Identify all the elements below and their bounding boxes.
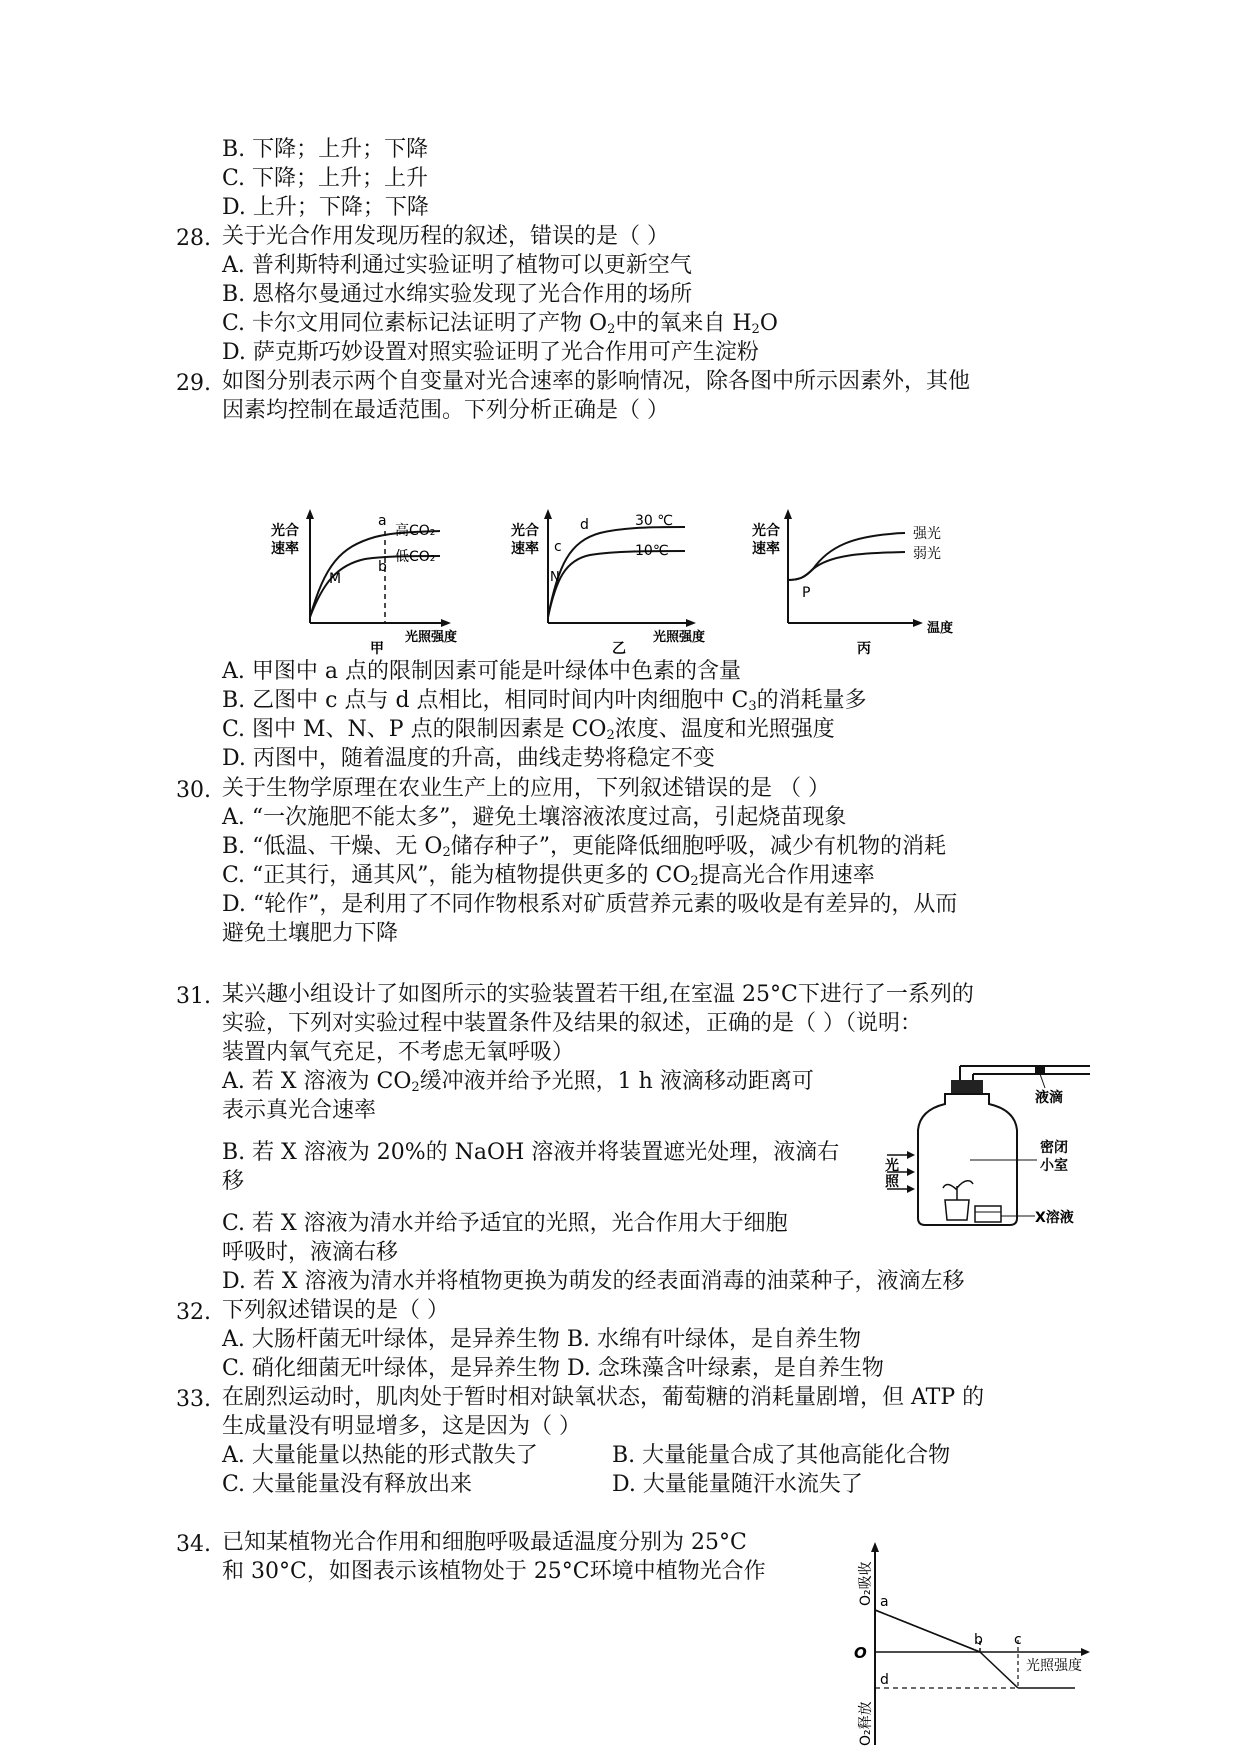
jia-xlabel: 光照强度 [405, 630, 458, 645]
label-drop: 液滴 [1035, 1090, 1063, 1106]
q30-option-d-line2: 避免土壤肥力下降 [222, 921, 399, 946]
yi-ylabel2: 速率 [511, 541, 539, 557]
jia-point-m: M [329, 571, 342, 587]
graph-jia [271, 509, 457, 657]
bing-point-p: P [802, 585, 811, 601]
yi-point-n: N [550, 570, 560, 585]
yi-point-d: d [580, 517, 589, 533]
q28-number: 28. [176, 226, 211, 251]
q32-stem: 下列叙述错误的是（ ） [222, 1298, 449, 1323]
q34-stem-line1: 已知某植物光合作用和细胞呼吸最适温度分别为 25°C [222, 1530, 747, 1555]
q30-option-d-line1: D. “轮作”，是利用了不同作物根系对矿质营养元素的吸收是有差异的，从而 [222, 892, 958, 917]
label-light-2: 照 [885, 1174, 899, 1190]
q31-option-c-line2: 呼吸时，液滴右移 [222, 1240, 399, 1265]
q27-option-c: C. 下降；上升；上升 [222, 166, 429, 191]
label-x-solution: X溶液 [1035, 1210, 1074, 1226]
q29-option-d: D. 丙图中，随着温度的升高，曲线走势将稳定不变 [222, 746, 715, 771]
jia-ylabel1: 光合 [271, 523, 299, 539]
bing-xlabel: 温度 [927, 621, 954, 636]
q31-stem-line2: 实验，下列对实验过程中装置条件及结果的叙述，正确的是（ ）（说明： [222, 1011, 922, 1036]
q27-option-b: B. 下降；上升；下降 [222, 137, 429, 162]
q28-option-d: D. 萨克斯巧妙设置对照实验证明了光合作用可产生淀粉 [222, 340, 759, 365]
q29-option-a: A. 甲图中 a 点的限制因素可能是叶绿体中色素的含量 [222, 659, 741, 684]
q32-options-ab: A. 大肠杆菌无叶绿体，是异养生物 B. 水绵有叶绿体，是自养生物 [222, 1327, 862, 1352]
q34-origin: O [854, 1644, 867, 1662]
q27-option-d: D. 上升；下降；下降 [222, 195, 429, 220]
q28-option-b: B. 恩格尔曼通过水绵实验发现了光合作用的场所 [222, 282, 693, 307]
jia-legend-high: 高CO₂ [395, 523, 436, 539]
jia-point-b: b [378, 559, 387, 575]
q29-figure [265, 505, 985, 660]
q33-option-a: A. 大量能量以热能的形式散失了 [222, 1443, 538, 1468]
q33-option-c: C. 大量能量没有释放出来 [222, 1472, 473, 1497]
q34-stem-line2: 和 30°C，如图表示该植物处于 25°C环境中植物光合作 [222, 1559, 766, 1584]
q33-option-b: B. 大量能量合成了其他高能化合物 [612, 1443, 951, 1468]
q30-option-b: B. “低温、干燥、无 $O_2$储存种子”，更能降低细胞呼吸，减少有机物的消耗 [222, 834, 946, 860]
q30-stem: 关于生物学原理在农业生产上的应用，下列叙述错误的是 （ ） [222, 776, 830, 801]
bing-ylabel2: 速率 [752, 541, 780, 557]
jia-legend-low: 低CO₂ [395, 549, 436, 565]
yi-xlabel: 光照强度 [653, 630, 706, 645]
q33-number: 33. [176, 1387, 211, 1412]
q32-number: 32. [176, 1300, 211, 1325]
yi-caption: 乙 [612, 641, 626, 657]
jia-caption: 甲 [370, 641, 384, 657]
q31-option-a-line2: 表示真光合速率 [222, 1098, 377, 1123]
q31-stem-line3: 装置内氧气充足，不考虑无氧呼吸） [222, 1040, 575, 1065]
label-room-1: 密闭 [1040, 1140, 1068, 1156]
q33-stem-line2: 生成量没有明显增多，这是因为（ ） [222, 1414, 581, 1439]
graph-bing [752, 509, 953, 657]
q34-y-bottom-label: O₂释放 [858, 1701, 874, 1746]
q30-option-c: C. “正其行，通其风”，能为植物提供更多的 $CO_2$提高光合作用速率 [222, 863, 875, 889]
q31-apparatus-figure [885, 1060, 1105, 1240]
q33-stem-line1: 在剧烈运动时，肌肉处于暂时相对缺氧状态，葡萄糖的消耗量剧增，但 ATP 的 [222, 1385, 985, 1410]
bing-caption: 丙 [857, 641, 871, 657]
yi-point-c: c [554, 539, 562, 555]
q34-point-a: a [880, 1594, 889, 1610]
q31-option-b-line2: 移 [222, 1169, 245, 1194]
q34-graph [830, 1540, 1100, 1750]
jia-point-a: a [378, 513, 387, 529]
q34-point-b: b [974, 1632, 983, 1648]
graph-yi [511, 509, 705, 657]
q31-number: 31. [176, 984, 211, 1009]
q28-stem: 关于光合作用发现历程的叙述，错误的是（ ） [222, 224, 669, 249]
q31-option-d: D. 若 X 溶液为清水并将植物更换为萌发的经表面消毒的油菜种子，液滴左移 [222, 1269, 965, 1294]
label-light-1: 光 [885, 1158, 899, 1174]
q29-stem-line1: 如图分别表示两个自变量对光合速率的影响情况，除各图中所示因素外，其他 [222, 369, 971, 394]
q34-y-top-label: O₂吸收 [858, 1561, 874, 1606]
q29-option-c: C. 图中 M、N、P 点的限制因素是 $CO_2$浓度、温度和光照强度 [222, 717, 835, 743]
q34-number: 34. [176, 1532, 211, 1557]
q31-option-a-line1: A. 若 X 溶液为 $CO_2$缓冲液并给予光照，1 h 液滴移动距离可 [222, 1069, 814, 1095]
yi-legend-10: 10℃ [635, 543, 669, 559]
q28-option-a: A. 普利斯特利通过实验证明了植物可以更新空气 [222, 253, 692, 278]
q29-option-b: B. 乙图中 c 点与 d 点相比，相同时间内叶肉细胞中 $C_3$的消耗量多 [222, 688, 867, 714]
q28-option-c: C. 卡尔文用同位素标记法证明了产物 $O_2$中的氧来自 $H_2O$ [222, 311, 778, 337]
q34-x-label: 光照强度 [1026, 1658, 1082, 1674]
bing-legend-strong: 强光 [913, 526, 941, 542]
q32-options-cd: C. 硝化细菌无叶绿体，是异养生物 D. 念珠藻含叶绿素，是自养生物 [222, 1356, 884, 1381]
jia-ylabel2: 速率 [271, 541, 299, 557]
q34-point-c: c [1014, 1632, 1022, 1648]
q31-stem-line1: 某兴趣小组设计了如图所示的实验装置若干组,在室温 25°C下进行了一系列的 [222, 982, 974, 1007]
yi-ylabel1: 光合 [511, 523, 539, 539]
q33-option-d: D. 大量能量随汗水流失了 [612, 1472, 863, 1497]
bing-legend-weak: 弱光 [913, 546, 941, 562]
label-room-2: 小室 [1040, 1158, 1068, 1174]
bing-ylabel1: 光合 [752, 523, 780, 539]
q31-option-b-line1: B. 若 X 溶液为 20%的 NaOH 溶液并将装置遮光处理，液滴右 [222, 1140, 840, 1165]
q29-stem-line2: 因素均控制在最适范围。下列分析正确是（ ） [222, 398, 669, 423]
q31-option-c-line1: C. 若 X 溶液为清水并给予适宜的光照，光合作用大于细胞 [222, 1211, 788, 1236]
yi-legend-30: 30 ℃ [635, 513, 673, 529]
q34-point-d: d [880, 1672, 889, 1688]
q30-option-a: A. “一次施肥不能太多”，避免土壤溶液浓度过高，引起烧苗现象 [222, 805, 847, 830]
q30-number: 30. [176, 778, 211, 803]
q29-number: 29. [176, 371, 211, 396]
